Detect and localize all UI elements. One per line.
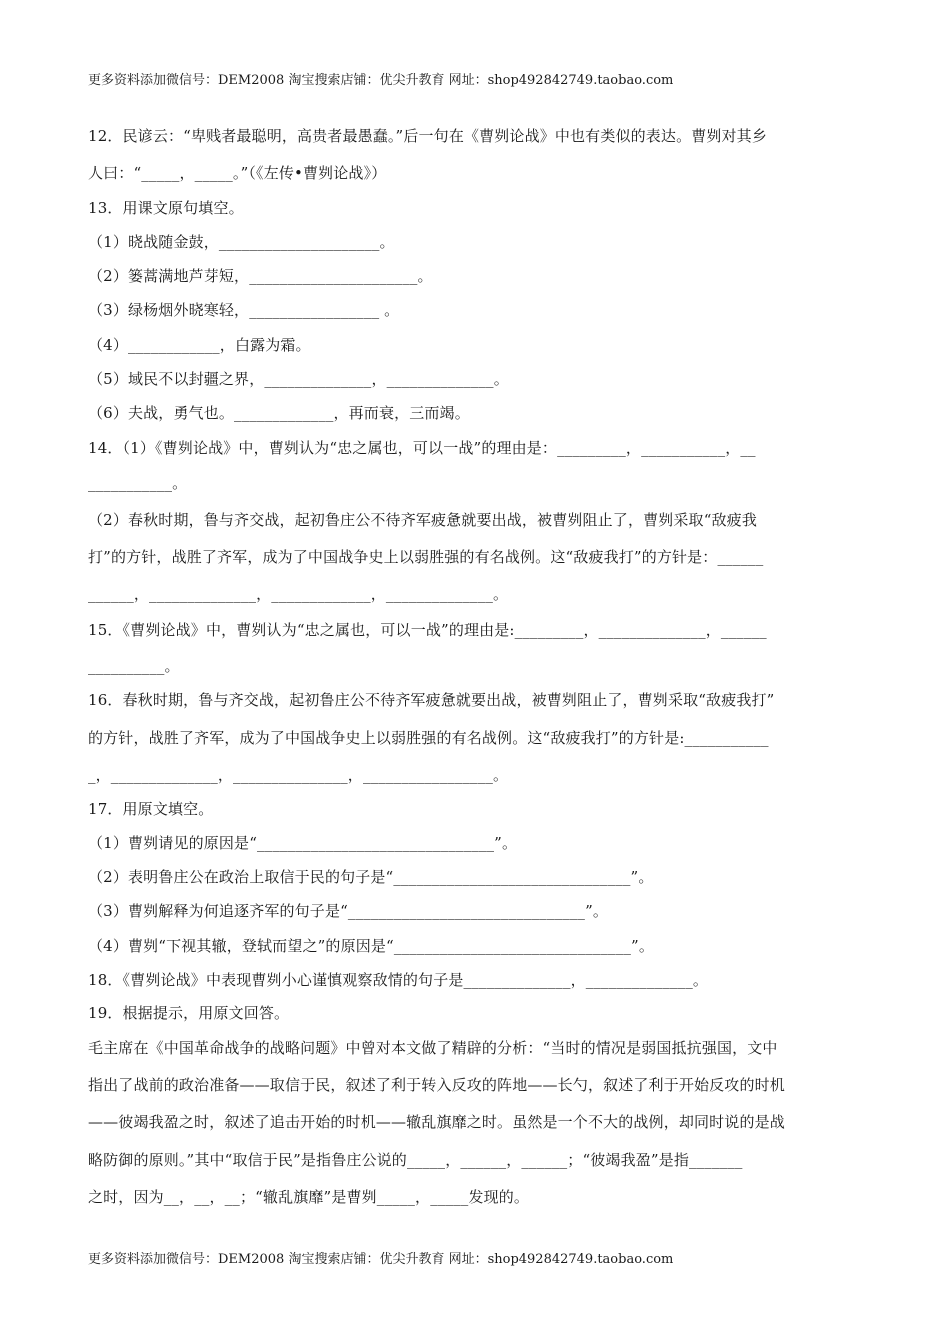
- question-13-title: 13．用课文原句填空。: [88, 199, 244, 217]
- question-13-item-4: （4）____________，白露为霜。: [88, 336, 311, 354]
- question-17-item-3: （3）曹刿解释为何追逐齐军的句子是“_______________________________”。: [88, 902, 609, 920]
- page-footer: 更多资料添加微信号：DEM2008 淘宝搜索店铺：优尖升教育 网址：shop492842749.taobao.com: [88, 1252, 674, 1267]
- question-19-passage-line-5: 之时，因为__，__，__；“辙乱旗靡”是曹刿_____，_____发现的。: [88, 1188, 530, 1206]
- question-13-item-2: （2）篓蒿满地芦芽短，______________________。: [88, 267, 433, 285]
- question-14-part-2-line-2: 打”的方针，战胜了齐军，成为了中国战争史上以弱胜强的有名战例。这“敌疲我打”的方针是：______: [88, 548, 764, 566]
- question-16-line-2: 的方针，战胜了齐军，成为了中国战争史上以弱胜强的有名战例。这“敌疲我打”的方针是:___________: [88, 729, 769, 747]
- question-12-line-1: 12．民谚云：“卑贱者最聪明，高贵者最愚蠢。”后一句在《曹刿论战》中也有类似的表达。曹刿对其乡: [88, 127, 767, 145]
- question-12-line-2: 人曰：“_____，_____。”（《左传•曹刿论战》）: [88, 164, 387, 182]
- question-17-title: 17．用原文填空。: [88, 800, 214, 818]
- question-13-item-3: （3）绿杨烟外晓寒轻，_________________ 。: [88, 301, 400, 319]
- question-14-part-1-line-1: 14．（1）《曹刿论战》中，曹刿认为“忠之属也，可以一战”的理由是：_________，___________，__: [88, 439, 756, 457]
- question-13-item-6: （6）夫战，勇气也。_____________，再而衰，三而竭。: [88, 404, 470, 422]
- question-16-line-3: _，______________，_______________，_________________。: [88, 766, 509, 784]
- question-15-line-1: 15．《曹刿论战》中，曹刿认为“忠之属也，可以一战”的理由是:_________，______________，______: [88, 621, 767, 639]
- question-19-passage-line-1: 毛主席在《中国革命战争的战略问题》中曾对本文做了精辟的分析：“当时的情况是弱国抵抗强国，文中: [88, 1039, 778, 1057]
- page-header: 更多资料添加微信号：DEM2008 淘宝搜索店铺：优尖升教育 网址：shop492842749.taobao.com: [88, 73, 674, 88]
- question-13-item-5: （5）域民不以封疆之界，______________，______________。: [88, 370, 509, 388]
- question-19-passage-line-3: ——彼竭我盈之时，叙述了追击开始的时机——辙乱旗靡之时。虽然是一个不大的战例，却同时说的是战: [88, 1113, 785, 1131]
- question-17-item-4: （4）曹刿“下视其辙，登轼而望之”的原因是“_______________________________”。: [88, 937, 654, 955]
- question-17-item-1: （1）曹刿请见的原因是“_______________________________”。: [88, 834, 518, 852]
- question-19-passage-line-4: 略防御的原则。”其中“取信于民”是指鲁庄公说的_____，______，______；“彼竭我盈”是指_______: [88, 1151, 743, 1169]
- question-18: 18．《曹刿论战》中表现曹刿小心谨慎观察敌情的句子是______________，______________。: [88, 971, 708, 989]
- question-13-item-1: （1）晓战随金鼓，_____________________。: [88, 233, 395, 251]
- question-14-part-2-line-3: ______，______________，_____________，______________。: [88, 585, 509, 603]
- question-14-part-1-line-2: ___________。: [88, 474, 188, 492]
- question-17-item-2: （2）表明鲁庄公在政治上取信于民的句子是“_______________________________”。: [88, 868, 654, 886]
- question-14-part-2-line-1: （2）春秋时期，鲁与齐交战，起初鲁庄公不待齐军疲惫就要出战，被曹刿阻止了，曹刿采取“敌疲我: [88, 511, 757, 529]
- question-19-title: 19．根据提示，用原文回答。: [88, 1004, 290, 1022]
- question-15-line-2: __________。: [88, 657, 180, 675]
- question-16-line-1: 16．春秋时期，鲁与齐交战，起初鲁庄公不待齐军疲惫就要出战，被曹刿阻止了，曹刿采取“敌疲我打”: [88, 691, 775, 709]
- question-19-passage-line-2: 指出了战前的政治准备——取信于民，叙述了利于转入反攻的阵地——长勺，叙述了利于开始反攻的时机: [88, 1076, 785, 1094]
